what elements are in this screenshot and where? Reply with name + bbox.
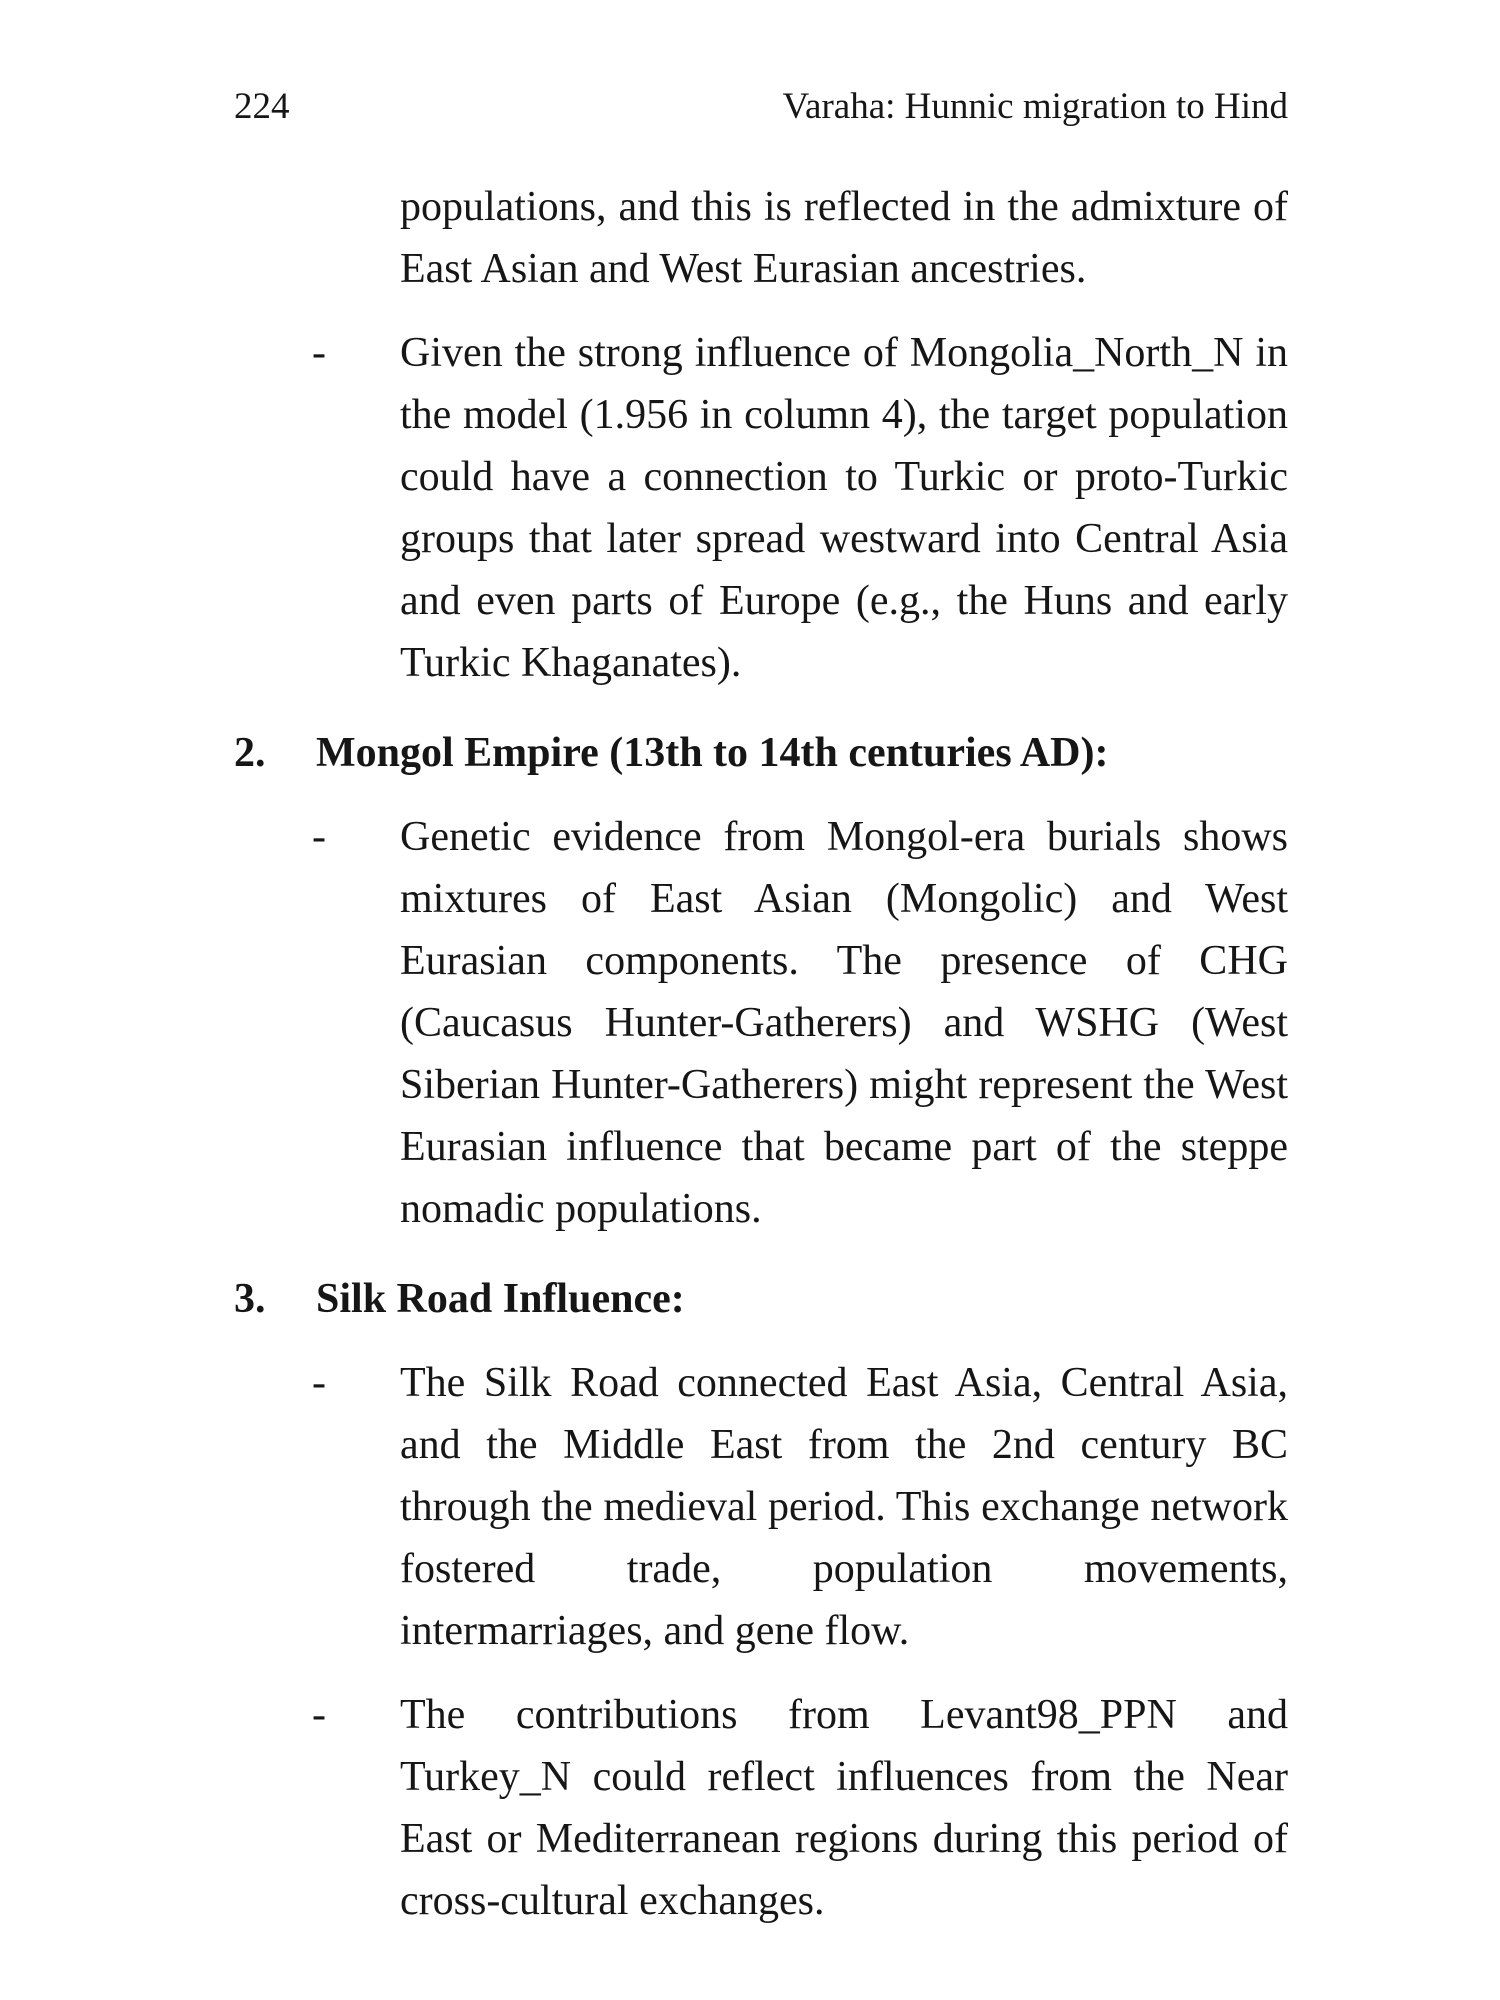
running-title: Varaha: Hunnic migration to Hind: [782, 86, 1288, 127]
bullet-text: Given the strong influence of Mongolia_North_N in the model (1.956 in column 4), the target population could have a connection to Turkic or proto-Turkic groups that later spread westward into Central Asia and even parts of Europe (e.g., the Huns and early Turkic Khaganates).: [400, 330, 1288, 686]
bullet-dash: -: [312, 330, 326, 376]
bullet-mongolia-north: [234, 322, 1288, 694]
section-title: Mongol Empire (13th to 14th centuries AD):: [316, 730, 1109, 776]
body-text: [234, 176, 1288, 1932]
intro-paragraph: populations, and this is reflected in the admixture of East Asian and West Eurasian ancestries.: [400, 184, 1288, 292]
bullet-silk-road-connection: [234, 1352, 1288, 1662]
bullet-dash: -: [312, 814, 326, 860]
bullet-text: Genetic evidence from Mongol-era burials shows mixtures of East Asian (Mongolic) and West Eurasian components. The presence of CHG (Caucasus Hunter-Gatherers) and WSHG (West Siberian Hunter-Gatherers) might represent the West Eurasian influence that became part of the steppe nomadic populations.: [400, 814, 1288, 1232]
page-number: 224: [234, 86, 290, 127]
bullet-dash: -: [312, 1692, 326, 1738]
bullet-mongol-burials: [234, 806, 1288, 1240]
bullet-dash: -: [312, 1360, 326, 1406]
section-number: 2.: [234, 730, 266, 776]
bullet-levant-turkey: [234, 1684, 1288, 1932]
page-header: [234, 82, 1288, 132]
section-number: 3.: [234, 1276, 266, 1322]
bullet-text: The Silk Road connected East Asia, Central Asia, and the Middle East from the 2nd century BC through the medieval period. This exchange network fostered trade, population movements, intermarriages, and gene flow.: [400, 1360, 1288, 1654]
bullet-text: The contributions from Levant98_PPN and Turkey_N could reflect influences from the Near East or Mediterranean regions during this period of cross-cultural exchanges.: [400, 1692, 1288, 1924]
section-heading-mongol-empire: [234, 722, 1288, 784]
section-heading-silk-road: [234, 1268, 1288, 1330]
section-title: Silk Road Influence:: [316, 1276, 685, 1322]
